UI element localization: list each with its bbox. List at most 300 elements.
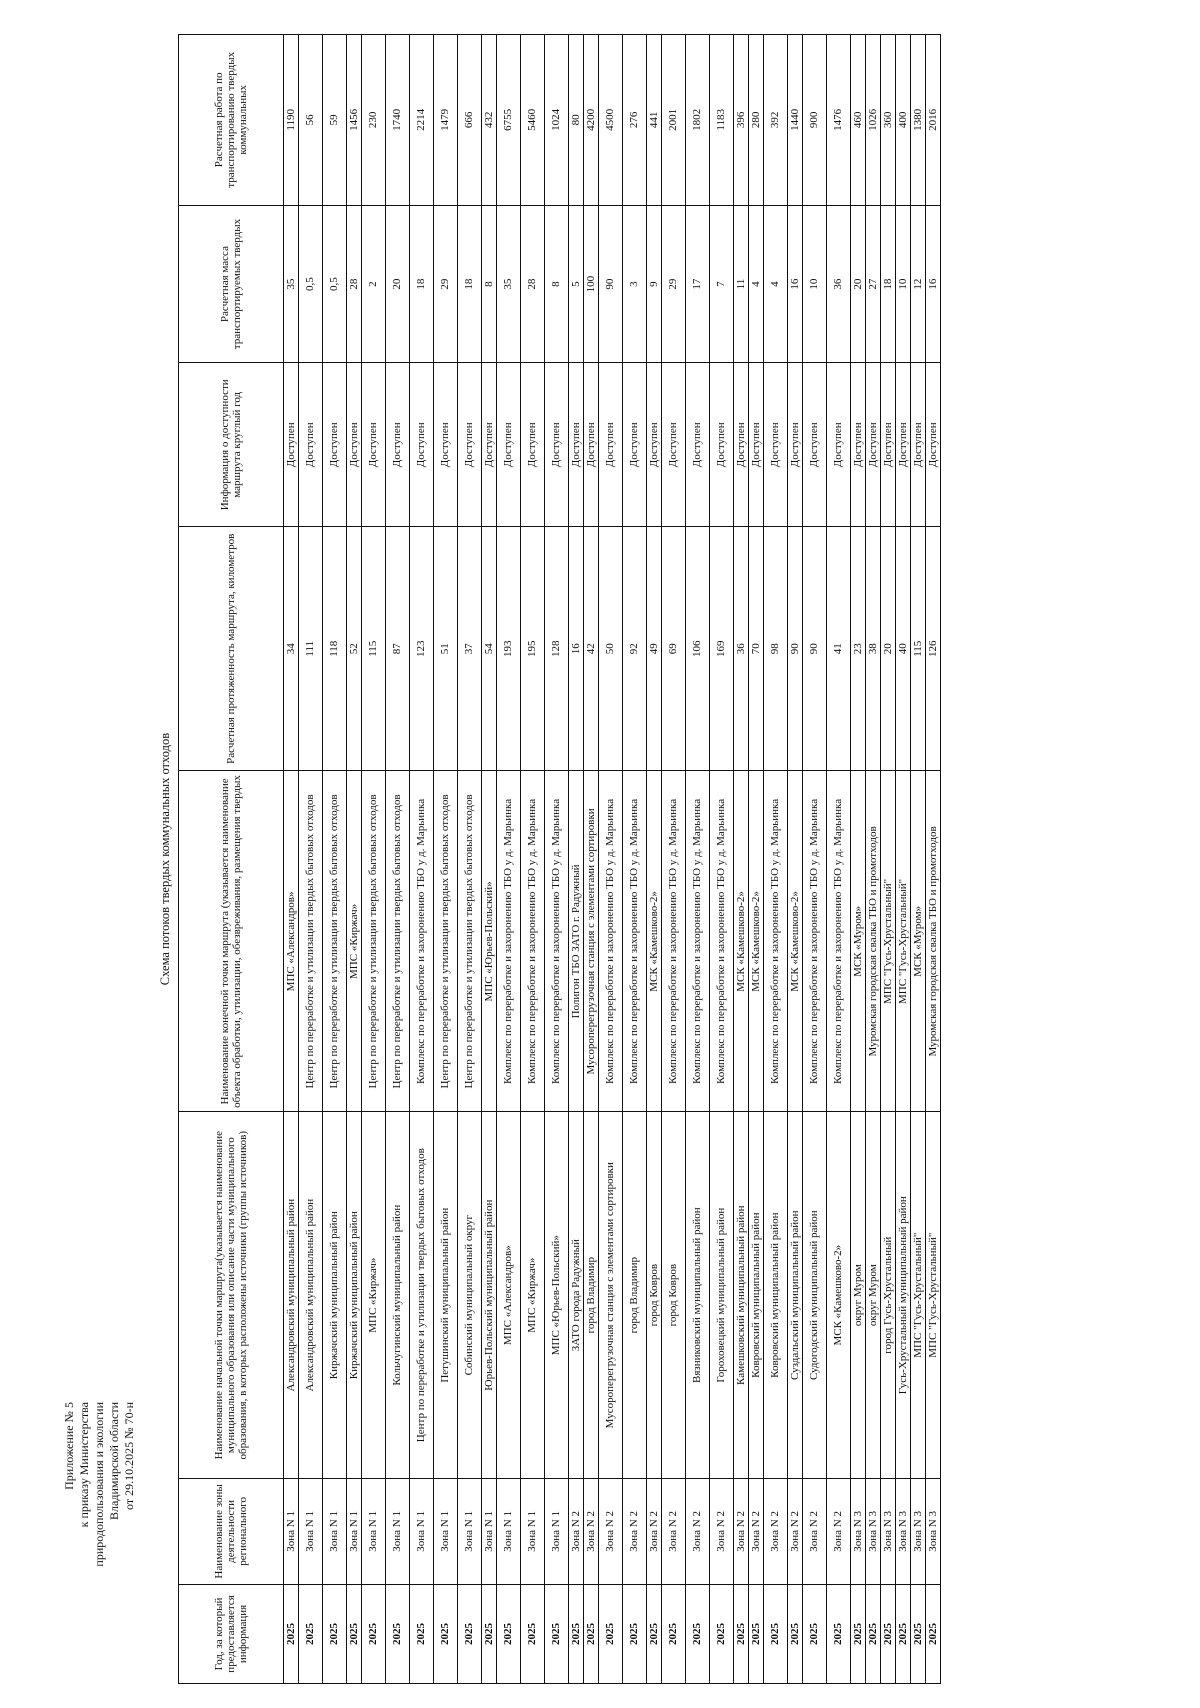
cell-year: 2025 <box>803 1584 827 1683</box>
cell-availability: Доступен <box>647 363 662 527</box>
table-row <box>851 35 866 1684</box>
header-line: природопользования и экологии <box>92 1402 106 1567</box>
cell-mass: 16 <box>926 205 941 363</box>
cell-zone: Зона N 1 <box>410 1478 434 1584</box>
cell-mass: 0,5 <box>299 205 323 363</box>
cell-mass: 90 <box>599 205 623 363</box>
cell-year: 2025 <box>521 1584 545 1683</box>
cell-work: 1479 <box>434 35 458 206</box>
cell-year: 2025 <box>569 1584 584 1683</box>
cell-mass: 29 <box>662 205 686 363</box>
cell-work: 276 <box>623 35 647 206</box>
table-row <box>434 35 458 1684</box>
cell-mass: 10 <box>896 205 911 363</box>
appendix-header <box>62 1402 137 1682</box>
waste-flow-table <box>178 34 941 1684</box>
table-row <box>284 35 299 1684</box>
cell-end-point: МСК «Камешково-2» <box>647 771 662 1112</box>
cell-end-point: Центр по переработке и утилизации твердых бытовых отходов <box>434 771 458 1112</box>
cell-year: 2025 <box>764 1584 788 1683</box>
cell-year: 2025 <box>866 1584 881 1683</box>
cell-year: 2025 <box>497 1584 521 1683</box>
cell-zone: Зона N 2 <box>569 1478 584 1584</box>
cell-work: 59 <box>323 35 347 206</box>
cell-length: 115 <box>911 527 926 771</box>
cell-availability: Доступен <box>662 363 686 527</box>
cell-availability: Доступен <box>299 363 323 527</box>
cell-length: 41 <box>827 527 851 771</box>
cell-availability: Доступен <box>911 363 926 527</box>
cell-work: 400 <box>896 35 911 206</box>
cell-mass: 8 <box>545 205 569 363</box>
cell-mass: 3 <box>623 205 647 363</box>
cell-work: 1440 <box>788 35 803 206</box>
cell-year: 2025 <box>323 1584 347 1683</box>
cell-availability: Доступен <box>323 363 347 527</box>
cell-work: 360 <box>881 35 896 206</box>
cell-mass: 0,5 <box>323 205 347 363</box>
column-header-year: Год, за который предоставляется информация <box>179 1584 284 1683</box>
cell-length: 92 <box>623 527 647 771</box>
cell-length: 123 <box>410 527 434 771</box>
cell-work: 1476 <box>827 35 851 206</box>
cell-availability: Доступен <box>584 363 599 527</box>
table-row <box>686 35 710 1684</box>
cell-start-point: Юрьев-Польский муниципальный район <box>482 1112 497 1478</box>
cell-mass: 10 <box>803 205 827 363</box>
cell-zone: Зона N 1 <box>545 1478 569 1584</box>
cell-end-point: МПС «Александров» <box>284 771 299 1112</box>
cell-end-point: Комплекс по переработке и захоронению ТБО у д. Марьинка <box>410 771 434 1112</box>
cell-end-point: МПС "Гусь-Хрустальный" <box>896 771 911 1112</box>
cell-work: 1183 <box>710 35 734 206</box>
cell-work: 230 <box>362 35 386 206</box>
cell-end-point: Центр по переработке и утилизации твердых бытовых отходов <box>362 771 386 1112</box>
cell-mass: 5 <box>569 205 584 363</box>
cell-start-point: Александровский муниципальный район <box>299 1112 323 1478</box>
cell-availability: Доступен <box>284 363 299 527</box>
cell-end-point: Комплекс по переработке и захоронению ТБО у д. Марьинка <box>662 771 686 1112</box>
cell-year: 2025 <box>434 1584 458 1683</box>
cell-zone: Зона N 2 <box>788 1478 803 1584</box>
cell-year: 2025 <box>347 1584 362 1683</box>
cell-end-point: Комплекс по переработке и захоронению ТБО у д. Марьинка <box>827 771 851 1112</box>
table-row <box>896 35 911 1684</box>
table-row <box>497 35 521 1684</box>
cell-start-point: город Владимир <box>584 1112 599 1478</box>
cell-zone: Зона N 2 <box>827 1478 851 1584</box>
cell-length: 54 <box>482 527 497 771</box>
table-body <box>284 35 941 1684</box>
cell-availability: Доступен <box>482 363 497 527</box>
table-row <box>299 35 323 1684</box>
cell-availability: Доступен <box>434 363 458 527</box>
cell-work: 460 <box>851 35 866 206</box>
cell-mass: 12 <box>911 205 926 363</box>
cell-start-point: МПС «Киржач» <box>521 1112 545 1478</box>
cell-end-point: Комплекс по переработке и захоронению ТБО у д. Марьинка <box>710 771 734 1112</box>
table-row <box>827 35 851 1684</box>
cell-start-point: Вязниковский муниципальный район <box>686 1112 710 1478</box>
cell-work: 2001 <box>662 35 686 206</box>
cell-zone: Зона N 1 <box>299 1478 323 1584</box>
cell-end-point: МПС «Киржач» <box>347 771 362 1112</box>
cell-work: 280 <box>749 35 764 206</box>
cell-length: 20 <box>881 527 896 771</box>
cell-length: 90 <box>788 527 803 771</box>
cell-year: 2025 <box>362 1584 386 1683</box>
cell-year: 2025 <box>911 1584 926 1683</box>
cell-availability: Доступен <box>710 363 734 527</box>
cell-end-point: Полигон ТБО ЗАТО г. Радужный <box>569 771 584 1112</box>
cell-year: 2025 <box>410 1584 434 1683</box>
cell-length: 169 <box>710 527 734 771</box>
cell-year: 2025 <box>545 1584 569 1683</box>
cell-mass: 18 <box>458 205 482 363</box>
cell-work: 1190 <box>284 35 299 206</box>
column-header-start-point: Наименование начальной точки маршрута(указывается наименование муниципального образования или описание части муниципального образования, в которых расположены источники (группы источников) <box>179 1112 284 1478</box>
cell-length: 38 <box>866 527 881 771</box>
cell-availability: Доступен <box>734 363 749 527</box>
cell-start-point: округ Муром <box>851 1112 866 1478</box>
cell-availability: Доступен <box>788 363 803 527</box>
cell-zone: Зона N 2 <box>734 1478 749 1584</box>
cell-end-point: Комплекс по переработке и захоронению ТБО у д. Марьинка <box>803 771 827 1112</box>
cell-mass: 27 <box>866 205 881 363</box>
cell-year: 2025 <box>788 1584 803 1683</box>
cell-zone: Зона N 2 <box>749 1478 764 1584</box>
table-row <box>926 35 941 1684</box>
document-title: Схема потоков твердых коммунальных отходов <box>158 732 172 986</box>
cell-availability: Доступен <box>851 363 866 527</box>
cell-end-point: МСК «Муром» <box>851 771 866 1112</box>
column-header-end-point: Наименование конечной точки маршрута (указывается наименование объекта обработки, утилизации, обезвреживания, размещения твердых <box>179 771 284 1112</box>
cell-zone: Зона N 1 <box>347 1478 362 1584</box>
cell-year: 2025 <box>284 1584 299 1683</box>
table-row <box>866 35 881 1684</box>
cell-availability: Доступен <box>521 363 545 527</box>
cell-length: 42 <box>584 527 599 771</box>
cell-year: 2025 <box>623 1584 647 1683</box>
cell-zone: Зона N 3 <box>881 1478 896 1584</box>
table-row <box>623 35 647 1684</box>
cell-availability: Доступен <box>686 363 710 527</box>
cell-zone: Зона N 2 <box>686 1478 710 1584</box>
cell-end-point: МСК «Камешково-2» <box>788 771 803 1112</box>
cell-year: 2025 <box>686 1584 710 1683</box>
table-row <box>410 35 434 1684</box>
cell-zone: Зона N 3 <box>866 1478 881 1584</box>
table-row <box>749 35 764 1684</box>
cell-start-point: Кольчугинский муниципальный район <box>386 1112 410 1478</box>
cell-start-point: округ Муром <box>866 1112 881 1478</box>
cell-work: 56 <box>299 35 323 206</box>
cell-start-point: МПС «Юрьев-Польский» <box>545 1112 569 1478</box>
cell-year: 2025 <box>896 1584 911 1683</box>
cell-availability: Доступен <box>623 363 647 527</box>
cell-year: 2025 <box>734 1584 749 1683</box>
table-header-row <box>179 35 284 1684</box>
cell-availability: Доступен <box>497 363 521 527</box>
cell-work: 4200 <box>584 35 599 206</box>
cell-year: 2025 <box>458 1584 482 1683</box>
cell-length: 195 <box>521 527 545 771</box>
cell-work: 441 <box>647 35 662 206</box>
cell-year: 2025 <box>926 1584 941 1683</box>
cell-mass: 17 <box>686 205 710 363</box>
column-header-work: Расчетная работа по транспортированию твердых коммунальных <box>179 35 284 206</box>
cell-zone: Зона N 2 <box>710 1478 734 1584</box>
cell-zone: Зона N 1 <box>521 1478 545 1584</box>
cell-length: 106 <box>686 527 710 771</box>
cell-zone: Зона N 2 <box>623 1478 647 1584</box>
cell-start-point: город Владимир <box>623 1112 647 1478</box>
table-row <box>803 35 827 1684</box>
cell-length: 50 <box>599 527 623 771</box>
cell-start-point: Суздальский муниципальный район <box>788 1112 803 1478</box>
cell-year: 2025 <box>851 1584 866 1683</box>
cell-start-point: город Ковров <box>662 1112 686 1478</box>
cell-availability: Доступен <box>803 363 827 527</box>
cell-end-point: Комплекс по переработке и захоронению ТБО у д. Марьинка <box>497 771 521 1112</box>
cell-length: 128 <box>545 527 569 771</box>
cell-year: 2025 <box>482 1584 497 1683</box>
cell-zone: Зона N 2 <box>647 1478 662 1584</box>
cell-work: 1024 <box>545 35 569 206</box>
cell-availability: Доступен <box>881 363 896 527</box>
table-row <box>647 35 662 1684</box>
column-header-zone: Наименование зоны деятельности регионального <box>179 1478 284 1584</box>
table-row <box>710 35 734 1684</box>
cell-start-point: Судогодский муниципальный район <box>803 1112 827 1478</box>
cell-zone: Зона N 1 <box>284 1478 299 1584</box>
cell-length: 16 <box>569 527 584 771</box>
cell-start-point: Ковровский муниципальный район <box>749 1112 764 1478</box>
cell-year: 2025 <box>599 1584 623 1683</box>
cell-mass: 28 <box>521 205 545 363</box>
cell-work: 80 <box>569 35 584 206</box>
cell-end-point: Центр по переработке и утилизации твердых бытовых отходов <box>386 771 410 1112</box>
cell-zone: Зона N 1 <box>362 1478 386 1584</box>
cell-availability: Доступен <box>764 363 788 527</box>
table-row <box>734 35 749 1684</box>
cell-length: 118 <box>323 527 347 771</box>
column-header-availability: Информация о доступности маршрута круглый год <box>179 363 284 527</box>
cell-mass: 20 <box>851 205 866 363</box>
cell-availability: Доступен <box>926 363 941 527</box>
cell-start-point: МПС "Гусь-Хрустальный" <box>911 1112 926 1478</box>
cell-start-point: Петушинский муниципальный район <box>434 1112 458 1478</box>
cell-end-point: Комплекс по переработке и захоронению ТБО у д. Марьинка <box>623 771 647 1112</box>
cell-end-point: Комплекс по переработке и захоронению ТБО у д. Марьинка <box>686 771 710 1112</box>
cell-work: 1026 <box>866 35 881 206</box>
cell-mass: 35 <box>497 205 521 363</box>
cell-mass: 11 <box>734 205 749 363</box>
cell-work: 1740 <box>386 35 410 206</box>
cell-year: 2025 <box>299 1584 323 1683</box>
header-line: от 29.10.2025 № 70-н <box>122 1402 136 1510</box>
cell-work: 1380 <box>911 35 926 206</box>
cell-length: 126 <box>926 527 941 771</box>
cell-length: 37 <box>458 527 482 771</box>
cell-start-point: Киржачский муниципальный район <box>347 1112 362 1478</box>
table-row <box>545 35 569 1684</box>
cell-length: 51 <box>434 527 458 771</box>
cell-start-point: город Ковров <box>647 1112 662 1478</box>
cell-year: 2025 <box>710 1584 734 1683</box>
cell-mass: 20 <box>386 205 410 363</box>
table-row <box>362 35 386 1684</box>
cell-end-point: МСК «Камешково-2» <box>734 771 749 1112</box>
cell-mass: 16 <box>788 205 803 363</box>
cell-availability: Доступен <box>896 363 911 527</box>
cell-end-point: Комплекс по переработке и захоронению ТБО у д. Марьинка <box>599 771 623 1112</box>
cell-availability: Доступен <box>749 363 764 527</box>
cell-zone: Зона N 2 <box>599 1478 623 1584</box>
cell-availability: Доступен <box>599 363 623 527</box>
cell-zone: Зона N 1 <box>386 1478 410 1584</box>
column-header-length: Расчетная протяженность маршрута, километров <box>179 527 284 771</box>
cell-start-point: Киржачский муниципальный район <box>323 1112 347 1478</box>
cell-end-point: МСК «Муром» <box>911 771 926 1112</box>
cell-availability: Доступен <box>866 363 881 527</box>
cell-availability: Доступен <box>386 363 410 527</box>
cell-length: 36 <box>734 527 749 771</box>
cell-mass: 36 <box>827 205 851 363</box>
cell-length: 49 <box>647 527 662 771</box>
cell-availability: Доступен <box>347 363 362 527</box>
cell-start-point: Камешковский муниципальный район <box>734 1112 749 1478</box>
cell-work: 1456 <box>347 35 362 206</box>
cell-end-point: Комплекс по переработке и захоронению ТБО у д. Марьинка <box>764 771 788 1112</box>
cell-mass: 4 <box>749 205 764 363</box>
cell-mass: 100 <box>584 205 599 363</box>
cell-work: 900 <box>803 35 827 206</box>
cell-zone: Зона N 1 <box>497 1478 521 1584</box>
cell-mass: 18 <box>881 205 896 363</box>
cell-end-point: Центр по переработке и утилизации твердых бытовых отходов <box>299 771 323 1112</box>
cell-work: 4500 <box>599 35 623 206</box>
cell-start-point: МПС «Александров» <box>497 1112 521 1478</box>
cell-work: 2214 <box>410 35 434 206</box>
cell-zone: Зона N 3 <box>911 1478 926 1584</box>
cell-zone: Зона N 1 <box>458 1478 482 1584</box>
column-header-mass: Расчетная масса транспортируемых твердых <box>179 205 284 363</box>
cell-start-point: Гусь-Хрустальный муниципальный район <box>896 1112 911 1478</box>
cell-zone: Зона N 3 <box>851 1478 866 1584</box>
cell-zone: Зона N 1 <box>323 1478 347 1584</box>
cell-zone: Зона N 2 <box>764 1478 788 1584</box>
cell-end-point: МПС «Юрьев-Польский» <box>482 771 497 1112</box>
table-row <box>764 35 788 1684</box>
cell-work: 432 <box>482 35 497 206</box>
header-line: Приложение № 5 <box>62 1402 76 1490</box>
cell-availability: Доступен <box>569 363 584 527</box>
cell-end-point: МПС "Гусь-Хрустальный" <box>881 771 896 1112</box>
cell-end-point: Муромская городская свалка ТБО и промотходов <box>866 771 881 1112</box>
cell-start-point: город Гусь-Хрустальный <box>881 1112 896 1478</box>
cell-zone: Зона N 1 <box>434 1478 458 1584</box>
cell-year: 2025 <box>827 1584 851 1683</box>
cell-year: 2025 <box>386 1584 410 1683</box>
cell-zone: Зона N 1 <box>482 1478 497 1584</box>
cell-length: 70 <box>749 527 764 771</box>
cell-zone: Зона N 2 <box>584 1478 599 1584</box>
cell-length: 40 <box>896 527 911 771</box>
table-row <box>482 35 497 1684</box>
cell-end-point: Комплекс по переработке и захоронению ТБО у д. Марьинка <box>545 771 569 1112</box>
cell-zone: Зона N 2 <box>803 1478 827 1584</box>
table-row <box>458 35 482 1684</box>
table-row <box>569 35 584 1684</box>
cell-start-point: МПС "Гусь-Хрустальный" <box>926 1112 941 1478</box>
cell-start-point: Гороховецкий муниципальный район <box>710 1112 734 1478</box>
cell-length: 193 <box>497 527 521 771</box>
cell-length: 52 <box>347 527 362 771</box>
cell-length: 90 <box>803 527 827 771</box>
cell-mass: 28 <box>347 205 362 363</box>
cell-mass: 29 <box>434 205 458 363</box>
cell-work: 396 <box>734 35 749 206</box>
table-row <box>881 35 896 1684</box>
cell-work: 666 <box>458 35 482 206</box>
cell-end-point: МСК «Камешково-2» <box>749 771 764 1112</box>
table-row <box>599 35 623 1684</box>
cell-work: 2016 <box>926 35 941 206</box>
cell-end-point: Мусороперегрузочная станция с элементами сортировки <box>584 771 599 1112</box>
cell-length: 98 <box>764 527 788 771</box>
cell-work: 6755 <box>497 35 521 206</box>
table-row <box>386 35 410 1684</box>
cell-length: 115 <box>362 527 386 771</box>
cell-end-point: Центр по переработке и утилизации твердых бытовых отходов <box>458 771 482 1112</box>
cell-end-point: Центр по переработке и утилизации твердых бытовых отходов <box>323 771 347 1112</box>
cell-availability: Доступен <box>827 363 851 527</box>
cell-start-point: МПС «Киржач» <box>362 1112 386 1478</box>
header-line: Владимирской области <box>107 1402 121 1520</box>
table-row <box>662 35 686 1684</box>
table-row <box>911 35 926 1684</box>
cell-mass: 2 <box>362 205 386 363</box>
cell-start-point: Мусороперегрузочная станция с элементами сортировки <box>599 1112 623 1478</box>
cell-mass: 18 <box>410 205 434 363</box>
cell-availability: Доступен <box>410 363 434 527</box>
table-row <box>788 35 803 1684</box>
cell-zone: Зона N 3 <box>926 1478 941 1584</box>
cell-mass: 8 <box>482 205 497 363</box>
header-line: к приказу Министерства <box>77 1402 91 1528</box>
cell-start-point: Ковровский муниципальный район <box>764 1112 788 1478</box>
cell-length: 34 <box>284 527 299 771</box>
cell-start-point: Александровский муниципальный район <box>284 1112 299 1478</box>
cell-availability: Доступен <box>362 363 386 527</box>
cell-availability: Доступен <box>458 363 482 527</box>
cell-availability: Доступен <box>545 363 569 527</box>
cell-year: 2025 <box>881 1584 896 1683</box>
cell-end-point: Муромская городская свалка ТБО и промотходов <box>926 771 941 1112</box>
cell-mass: 35 <box>284 205 299 363</box>
cell-work: 5460 <box>521 35 545 206</box>
cell-start-point: Центр по переработке и утилизации твердых бытовых отходов <box>410 1112 434 1478</box>
cell-work: 392 <box>764 35 788 206</box>
cell-mass: 4 <box>764 205 788 363</box>
cell-start-point: ЗАТО города Радужный <box>569 1112 584 1478</box>
cell-work: 1802 <box>686 35 710 206</box>
cell-year: 2025 <box>584 1584 599 1683</box>
table-row <box>521 35 545 1684</box>
cell-length: 111 <box>299 527 323 771</box>
table-row <box>347 35 362 1684</box>
